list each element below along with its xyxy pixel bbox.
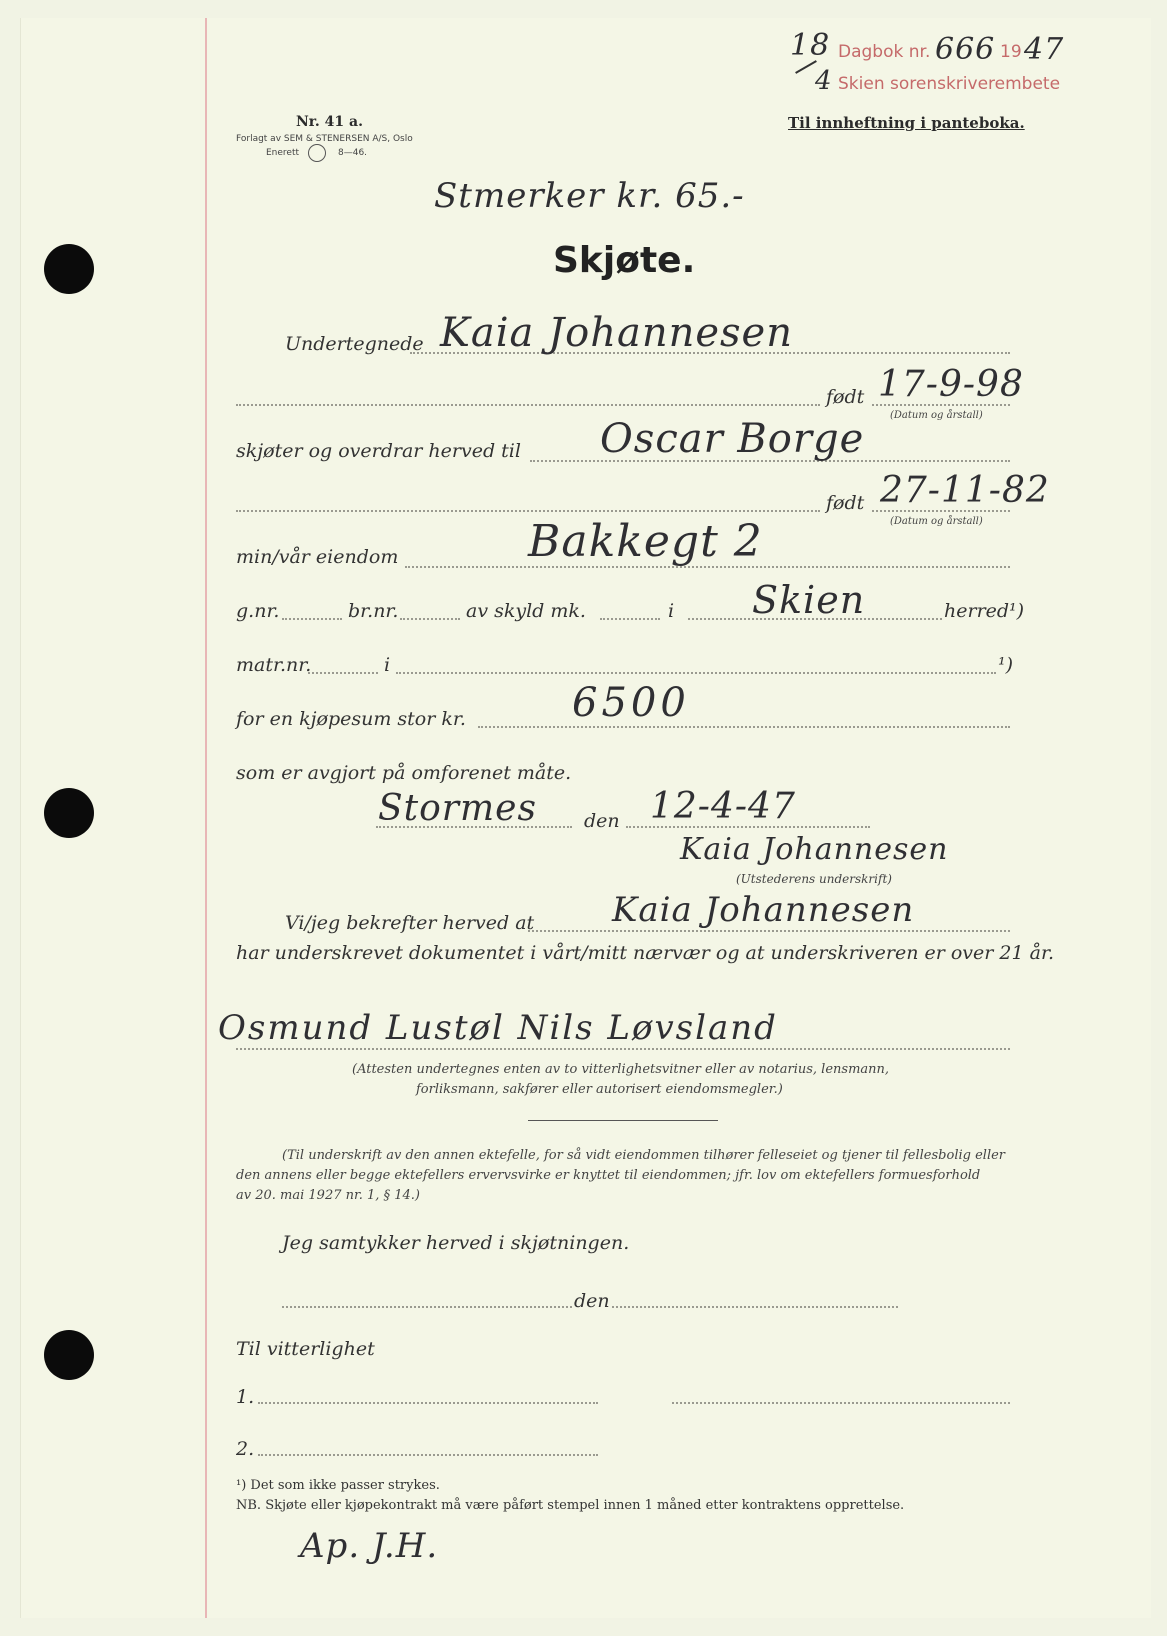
brnr-line [400,618,460,620]
witness-signature-line [236,1048,1010,1050]
witness-1-line-b [672,1402,1010,1404]
stamp-fee-note: Stmerker kr. 65.- [434,176,745,216]
kjopesum-value: 6500 [572,680,690,726]
spouse-note-line2: den annens eller begge ektefellers ervervsvirke er knyttet til eiendommen; jfr. lov om ektefellers formuesforhold [236,1168,981,1183]
stamp-year-print: 19 [1000,42,1022,62]
witness-statement: har underskrevet dokumentet i vårt/mitt nærvær og at underskriveren er over 21 år. [236,942,1054,964]
kjopesum-line [478,726,1010,728]
spouse-note-line3: av 20. mai 1927 nr. 1, § 14.) [236,1188,420,1203]
gnr-line [282,618,342,620]
bekrefter-value: Kaia Johannesen [612,890,915,930]
fodt1-leading-line [236,404,820,406]
form-number: Nr. 41 a. [296,114,363,130]
stamp-year-hand: 47 [1024,32,1065,67]
publisher-date: 8—46. [338,148,368,158]
punch-hole-bottom [44,1330,94,1380]
consent-text: Jeg samtykker herved i skjøtningen. [282,1232,630,1254]
matr-label: matr.nr. [236,654,312,676]
den-label: den [584,810,620,832]
overdrar-value: Oscar Borge [600,416,865,462]
footnote: ¹) Det som ikke passer strykes. [236,1478,440,1493]
stamp-office: Skien sorenskriverembete [838,74,1061,94]
witness-1-line-a [258,1402,598,1404]
herred-value: Skien [752,578,866,622]
punch-hole-middle [44,788,94,838]
attest-note-line1: (Attesten undertegnes enten av to vitterlighetsvitner eller av notarius, lensmann, [352,1062,890,1077]
gnr-label: g.nr. [236,600,280,622]
matr-end: ¹) [998,654,1014,676]
section-divider [528,1120,718,1121]
vitterlighet-label: Til vitterlighet [236,1338,375,1360]
stamp-dagbok-number: 666 [935,32,996,67]
handwritten-initials: Ap. J.H. [300,1526,439,1566]
witness-item-2: 2. [236,1438,255,1460]
witness-item-1: 1. [236,1386,255,1408]
brnr-label: br.nr. [348,600,399,622]
witness-2-line [258,1454,598,1456]
spouse-note-line1: (Til underskrift av den annen ektefelle, for så vidt eiendommen tilhører felleseiet og tjener til fellesbolig eller [282,1148,1006,1163]
punch-hole-top [44,244,94,294]
bekrefter-line [528,930,1010,932]
fodt1-label: født [826,386,865,408]
fodt2-leading-line [236,510,820,512]
consent-den-label: den [574,1290,610,1312]
margin-line [205,18,207,1618]
witness-signatures: Osmund Lustøl Nils Løvsland [218,1008,778,1048]
undertegnede-value: Kaia Johannesen [440,310,793,356]
fodt2-label: født [826,492,865,514]
binding-note: Til innheftning i panteboka. [788,114,1025,132]
skyld-line [600,618,660,620]
eiendom-label: min/vår eiendom [236,546,399,568]
signature-note: (Utstederens underskrift) [736,872,892,886]
bekrefter-label: Vi/jeg bekrefter herved at [285,912,535,934]
attest-note-line2: forliksmann, sakfører eller autorisert eiendomsmegler.) [416,1082,783,1097]
matr-i-line [396,672,996,674]
herred-label: herred¹) [944,600,1025,622]
stamp-dagbok-label: Dagbok nr. [838,42,931,62]
fodt2-value: 27-11-82 [880,470,1050,511]
datum-note-1: (Datum og årstall) [890,410,983,421]
issuer-signature: Kaia Johannesen [680,832,949,867]
datum-note-2: (Datum og årstall) [890,516,983,527]
publisher-seal-icon [308,144,326,162]
consent-date-line [612,1306,898,1308]
herred-i-label: i [668,600,675,622]
fodt1-value: 17-9-98 [878,364,1024,405]
skyld-label: av skyld mk. [466,600,586,622]
nb-note: NB. Skjøte eller kjøpekontrakt må være påført stempel innen 1 måned etter kontraktens opprettelse. [236,1498,905,1513]
publisher-line: Forlagt av SEM & STENERSEN A/S, Oslo [236,134,413,144]
undertegnede-label: Undertegnede [285,333,424,355]
overdrar-label: skjøter og overdrar herved til [236,440,521,462]
matr-line [308,672,378,674]
eiendom-value: Bakkegt 2 [528,516,763,567]
stamp-date-month: 4 [815,66,833,96]
stamp-date-day: 18 [790,28,831,63]
publisher-enerett: Enerett [266,148,300,158]
avgjort-text: som er avgjort på omforenet måte. [236,762,572,784]
consent-place-line [282,1306,572,1308]
document-title: Skjøte. [553,240,696,281]
kjopesum-label: for en kjøpesum stor kr. [236,708,466,730]
place-value: Stormes [378,788,537,829]
matr-i-label: i [384,654,391,676]
date-value: 12-4-47 [650,786,796,827]
